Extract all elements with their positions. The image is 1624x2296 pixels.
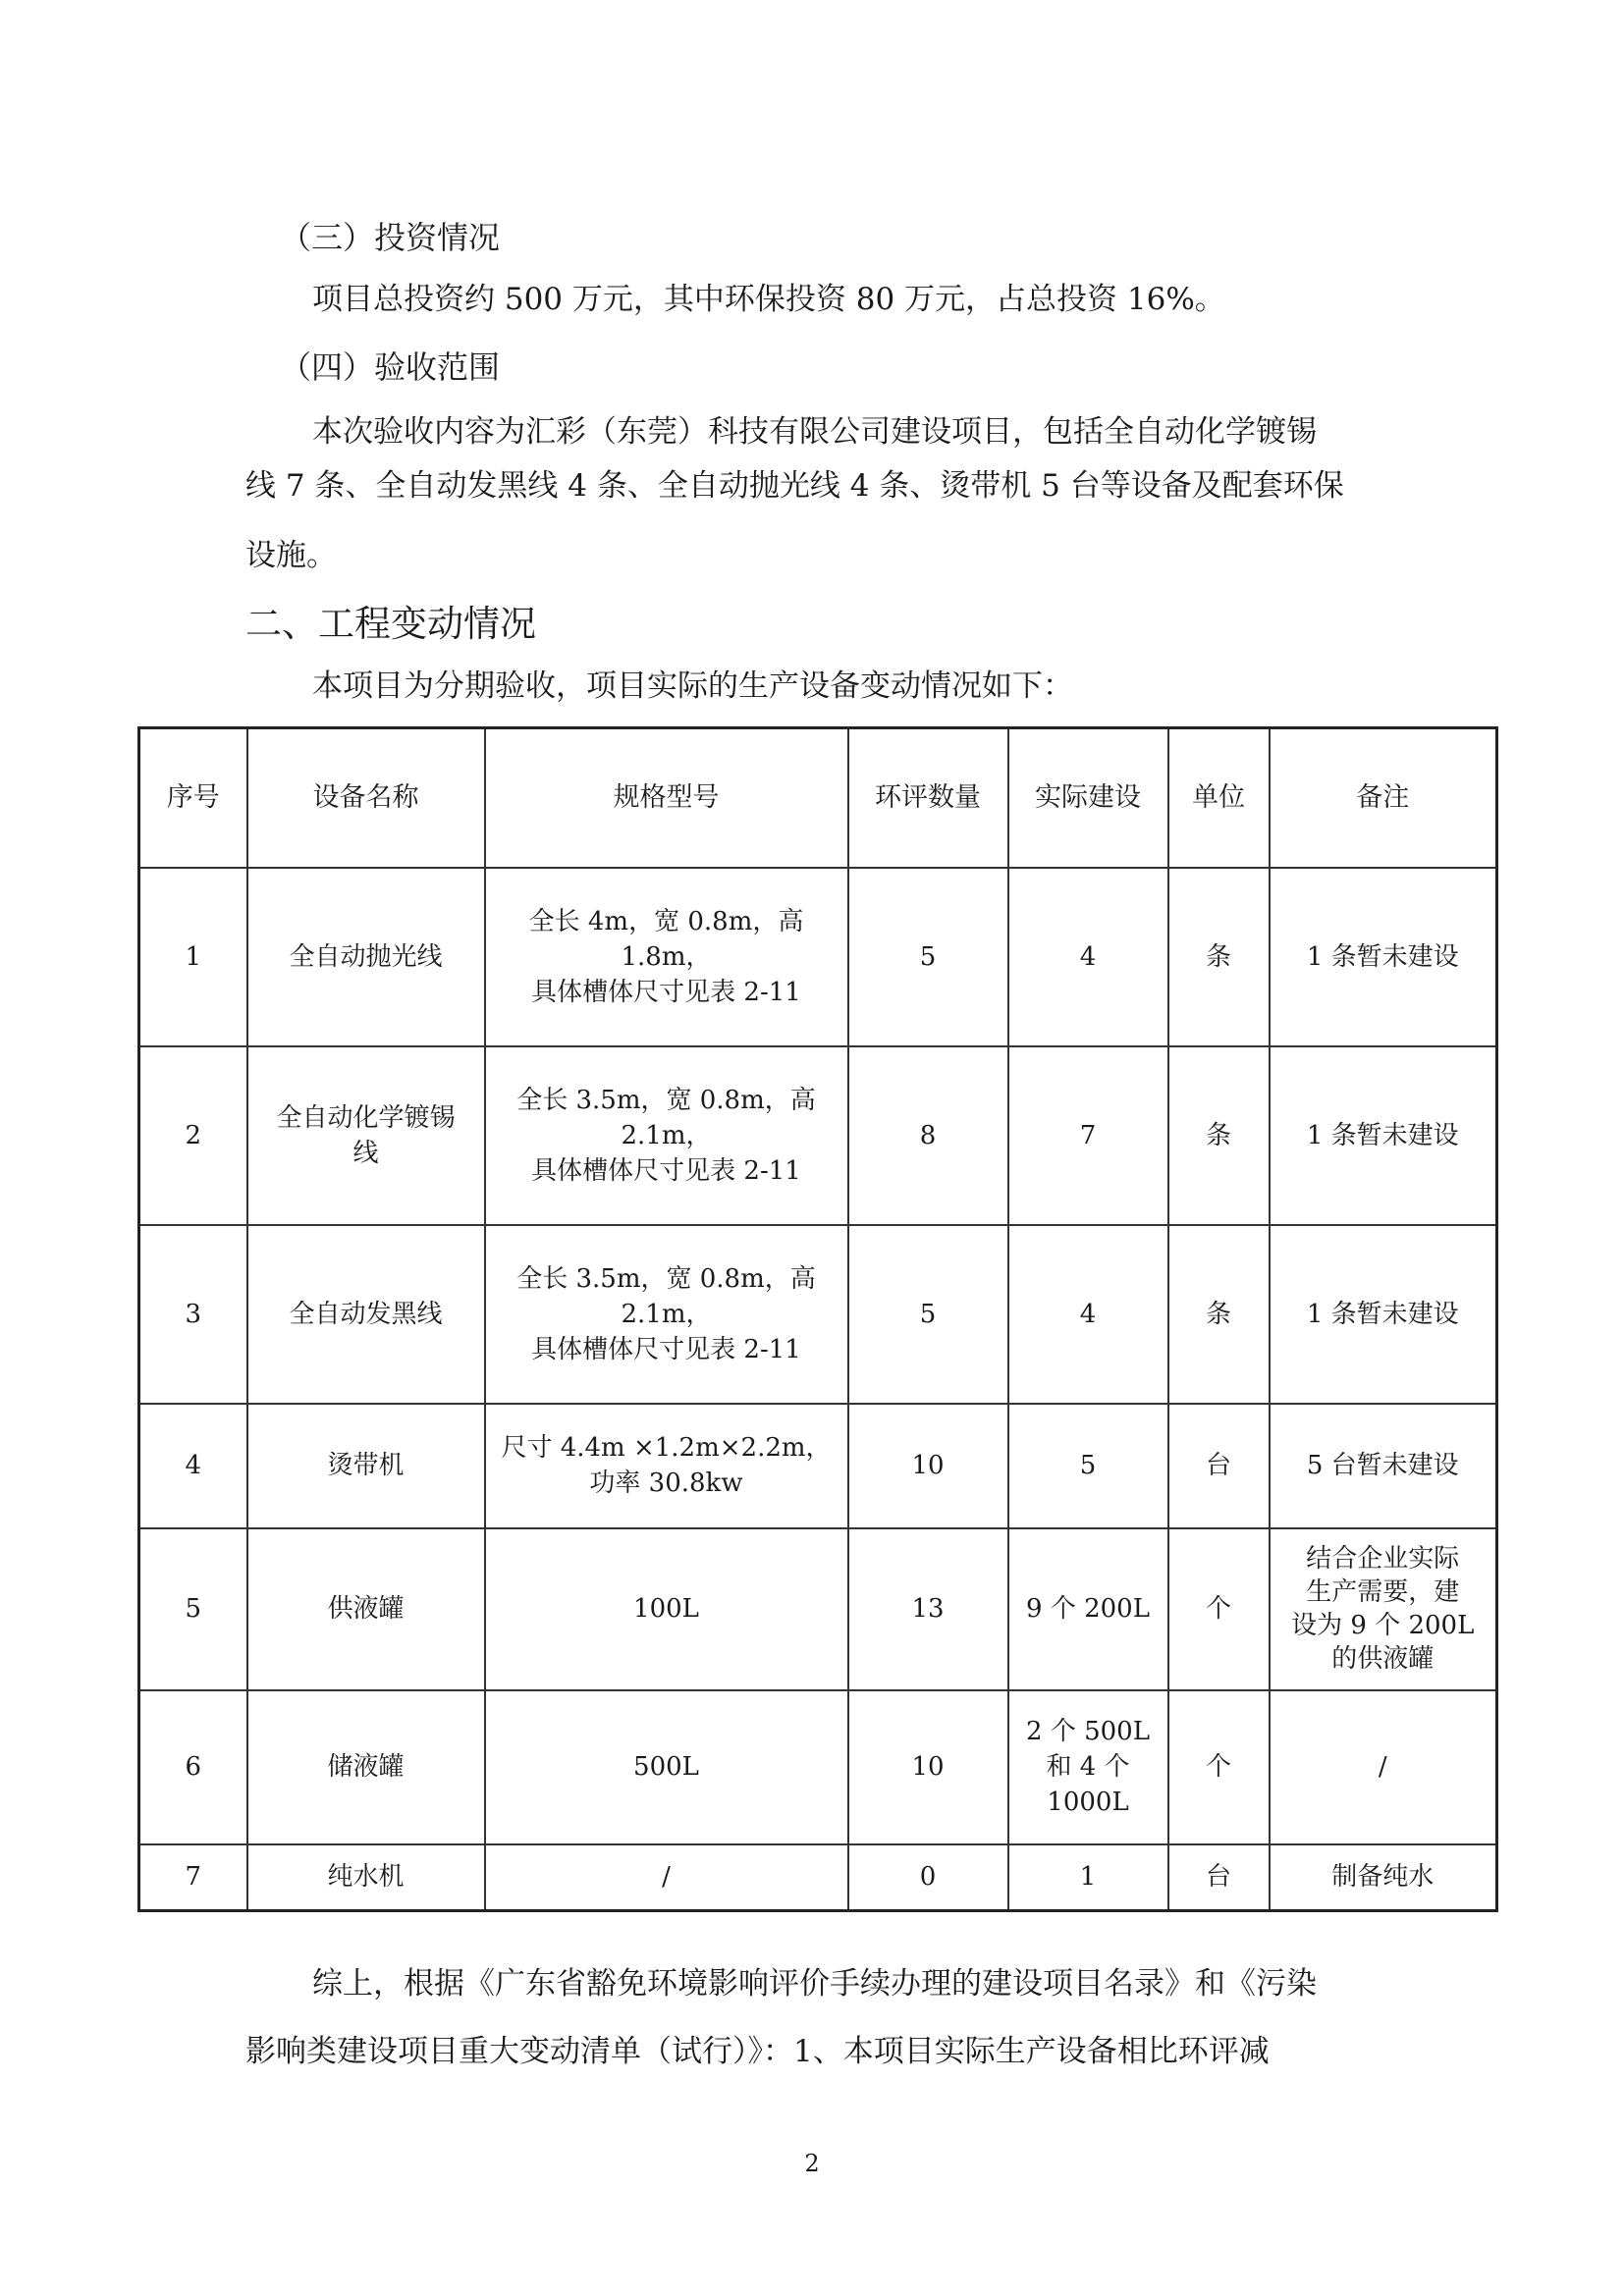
table-row bbox=[139, 1404, 1497, 1528]
cell-index: 1 bbox=[139, 868, 247, 1046]
cell-actual-built: 4 bbox=[1008, 868, 1168, 1046]
cell-actual-built: 5 bbox=[1008, 1404, 1168, 1528]
cell-unit: 条 bbox=[1168, 1046, 1270, 1225]
table-row bbox=[139, 1690, 1497, 1844]
table-row bbox=[139, 1844, 1497, 1911]
cell-unit: 台 bbox=[1168, 1404, 1270, 1528]
header-unit: 单位 bbox=[1168, 728, 1270, 868]
cell-remarks: 1 条暂未建设 bbox=[1270, 868, 1497, 1046]
cell-eia-quantity: 10 bbox=[848, 1690, 1008, 1844]
cell-spec: / bbox=[485, 1844, 848, 1911]
cell-remarks: 1 条暂未建设 bbox=[1270, 1046, 1497, 1225]
table-row bbox=[139, 868, 1497, 1046]
scope-line-2: 线 7 条、全自动发黑线 4 条、全自动抛光线 4 条、烫带机 5 台等设备及配套环保 bbox=[245, 468, 1344, 504]
header-actual-built: 实际建设 bbox=[1008, 728, 1168, 868]
investment-heading: （三）投资情况 bbox=[280, 219, 501, 256]
cell-remarks: 1 条暂未建设 bbox=[1270, 1225, 1497, 1404]
cell-unit: 条 bbox=[1168, 1225, 1270, 1404]
summary-line-1: 综上，根据《广东省豁免环境影响评价手续办理的建设项目名录》和《污染 bbox=[312, 1966, 1317, 2002]
cell-index: 6 bbox=[139, 1690, 247, 1844]
equipment-table bbox=[137, 726, 1498, 1912]
scope-heading: （四）验收范围 bbox=[280, 348, 501, 386]
cell-remarks: / bbox=[1270, 1690, 1497, 1844]
header-spec: 规格型号 bbox=[485, 728, 848, 868]
cell-index: 7 bbox=[139, 1844, 247, 1911]
cell-eia-quantity: 8 bbox=[848, 1046, 1008, 1225]
cell-eia-quantity: 0 bbox=[848, 1844, 1008, 1911]
header-equipment-name: 设备名称 bbox=[247, 728, 485, 868]
cell-spec: 全长 3.5m，宽 0.8m，高 2.1m， 具体槽体尺寸见表 2-11 bbox=[485, 1046, 848, 1225]
cell-spec: 尺寸 4.4m ×1.2m×2.2m， 功率 30.8kw bbox=[485, 1404, 848, 1528]
cell-equipment-name: 供液罐 bbox=[247, 1528, 485, 1690]
cell-index: 4 bbox=[139, 1404, 247, 1528]
cell-remarks: 结合企业实际 生产需要，建 设为 9 个 200L 的供液罐 bbox=[1270, 1528, 1497, 1690]
cell-unit: 个 bbox=[1168, 1528, 1270, 1690]
scope-line-1: 本次验收内容为汇彩（东莞）科技有限公司建设项目，包括全自动化学镀锡 bbox=[312, 414, 1317, 450]
cell-actual-built: 4 bbox=[1008, 1225, 1168, 1404]
cell-actual-built: 7 bbox=[1008, 1046, 1168, 1225]
page-number: 2 bbox=[804, 2150, 820, 2177]
cell-equipment-name: 储液罐 bbox=[247, 1690, 485, 1844]
table-row bbox=[139, 1528, 1497, 1690]
cell-index: 2 bbox=[139, 1046, 247, 1225]
investment-text: 项目总投资约 500 万元，其中环保投资 80 万元，占总投资 16%。 bbox=[312, 282, 1225, 317]
scope-line-3: 设施。 bbox=[245, 538, 337, 573]
cell-equipment-name: 全自动抛光线 bbox=[247, 868, 485, 1046]
summary-line-2: 影响类建设项目重大变动清单（试行）》：1、本项目实际生产设备相比环评减 bbox=[245, 2034, 1270, 2069]
header-remarks: 备注 bbox=[1270, 728, 1497, 868]
cell-equipment-name: 全自动发黑线 bbox=[247, 1225, 485, 1404]
cell-spec: 500L bbox=[485, 1690, 848, 1844]
cell-index: 3 bbox=[139, 1225, 247, 1404]
cell-eia-quantity: 10 bbox=[848, 1404, 1008, 1528]
cell-equipment-name: 纯水机 bbox=[247, 1844, 485, 1911]
header-index: 序号 bbox=[139, 728, 247, 868]
cell-remarks: 制备纯水 bbox=[1270, 1844, 1497, 1911]
header-eia-quantity: 环评数量 bbox=[848, 728, 1008, 868]
cell-actual-built: 2 个 500L 和 4 个 1000L bbox=[1008, 1690, 1168, 1844]
cell-eia-quantity: 5 bbox=[848, 868, 1008, 1046]
cell-actual-built: 1 bbox=[1008, 1844, 1168, 1911]
cell-actual-built: 9 个 200L bbox=[1008, 1528, 1168, 1690]
cell-unit: 个 bbox=[1168, 1690, 1270, 1844]
cell-equipment-name: 全自动化学镀锡 线 bbox=[247, 1046, 485, 1225]
cell-equipment-name: 烫带机 bbox=[247, 1404, 485, 1528]
table-row bbox=[139, 1046, 1497, 1225]
changes-intro: 本项目为分期验收，项目实际的生产设备变动情况如下： bbox=[312, 668, 1073, 704]
cell-index: 5 bbox=[139, 1528, 247, 1690]
cell-spec: 全长 3.5m，宽 0.8m，高 2.1m， 具体槽体尺寸见表 2-11 bbox=[485, 1225, 848, 1404]
table-row bbox=[139, 1225, 1497, 1404]
cell-remarks: 5 台暂未建设 bbox=[1270, 1404, 1497, 1528]
cell-eia-quantity: 5 bbox=[848, 1225, 1008, 1404]
cell-unit: 台 bbox=[1168, 1844, 1270, 1911]
cell-unit: 条 bbox=[1168, 868, 1270, 1046]
cell-spec: 全长 4m，宽 0.8m，高 1.8m， 具体槽体尺寸见表 2-11 bbox=[485, 868, 848, 1046]
cell-eia-quantity: 13 bbox=[848, 1528, 1008, 1690]
table-header-row bbox=[139, 728, 1497, 868]
cell-spec: 100L bbox=[485, 1528, 848, 1690]
changes-heading: 二、工程变动情况 bbox=[245, 603, 536, 645]
